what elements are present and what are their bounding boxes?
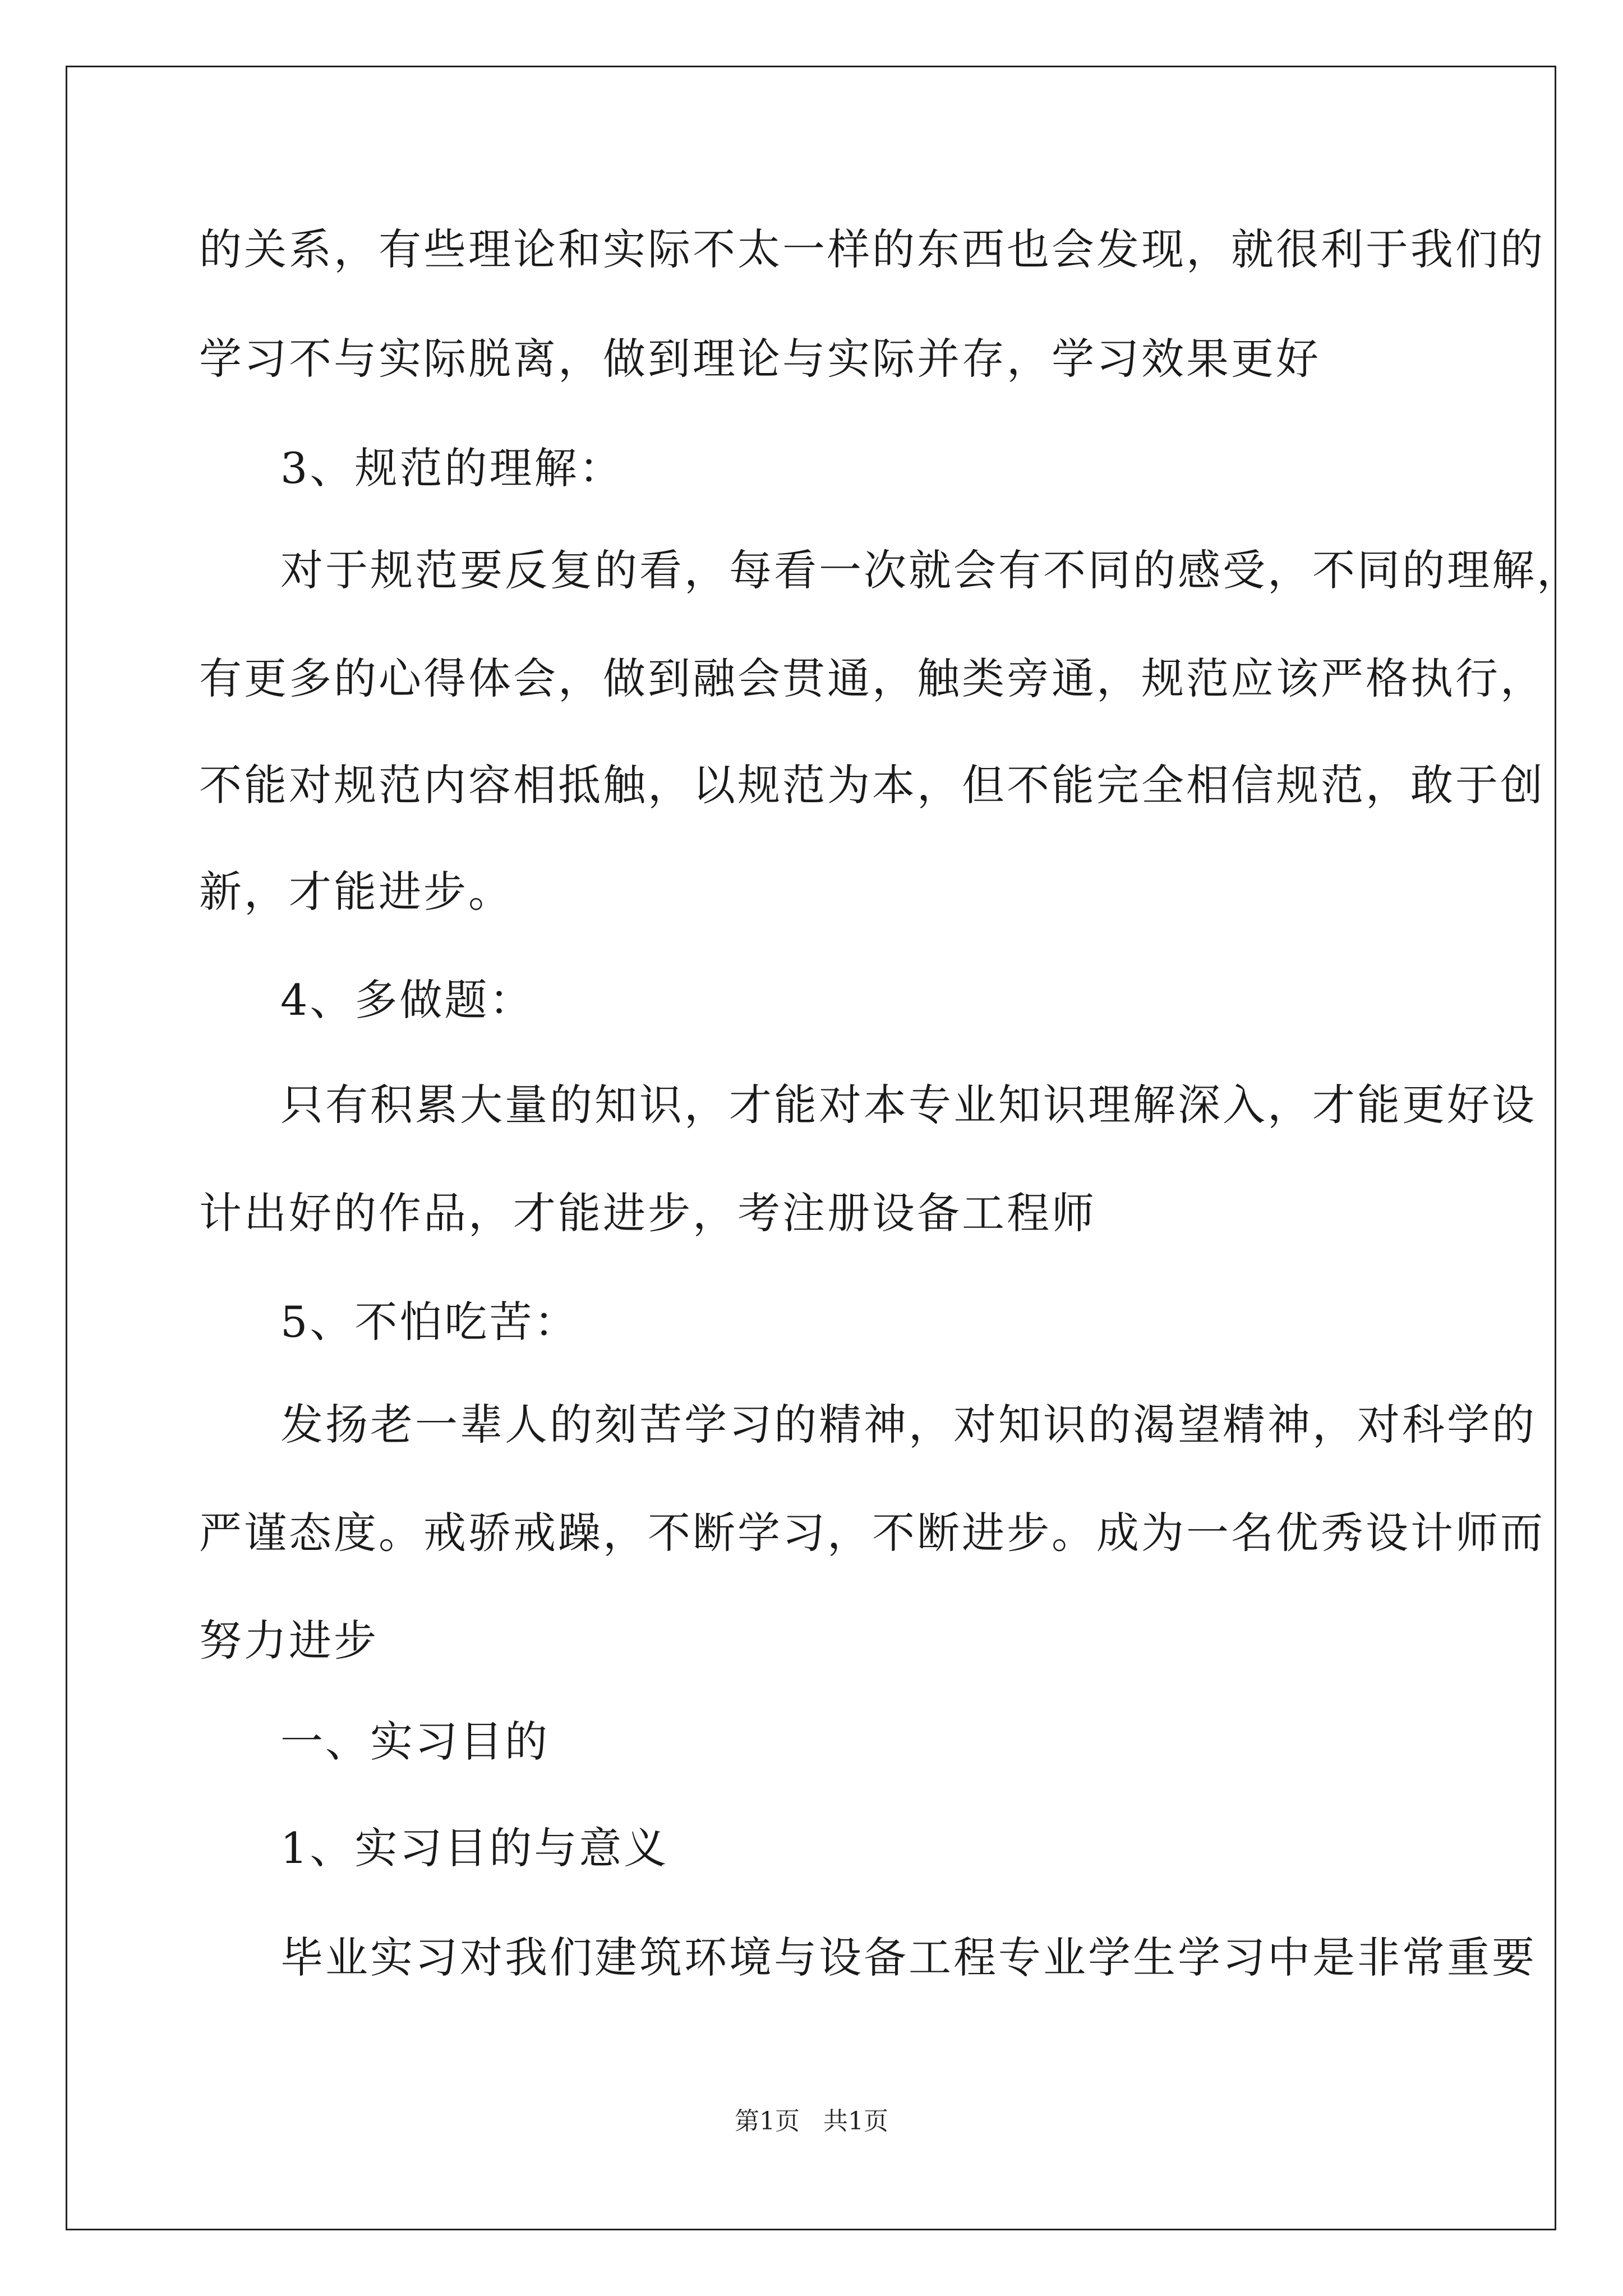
body-text-line: 计出好的作品，才能进步，考注册设备工程师 — [199, 1188, 1096, 1238]
body-text-line: 只有积累大量的知识，才能对本专业知识理解深入，才能更好设 — [280, 1080, 1537, 1130]
body-text-line: 毕业实习对我们建筑环境与设备工程专业学生学习中是非常重要 — [280, 1932, 1537, 1982]
section-heading: 4、多做题： — [280, 975, 534, 1025]
section-heading: 3、规范的理解： — [280, 443, 624, 493]
body-text-line: 不能对规范内容相抵触，以规范为本，但不能完全相信规范，敢于创 — [199, 760, 1545, 810]
page-border — [66, 66, 1556, 2230]
body-text-line: 学习不与实际脱离，做到理论与实际并存，学习效果更好 — [199, 334, 1321, 384]
section-heading: 一、实习目的 — [280, 1717, 550, 1766]
body-text-line: 的关系，有些理论和实际不太一样的东西也会发现，就很利于我们的 — [199, 224, 1545, 274]
page-footer: 第1页 共1页 — [735, 2107, 888, 2136]
body-text-line: 严谨态度。戒骄戒躁，不断学习，不断进步。成为一名优秀设计师而 — [199, 1508, 1545, 1558]
body-text-line: 有更多的心得体会，做到融会贯通，触类旁通，规范应该严格执行， — [199, 654, 1545, 703]
section-heading: 1、实习目的与意义 — [280, 1823, 669, 1873]
section-heading: 5、不怕吃苦： — [280, 1297, 579, 1347]
body-text-line: 努力进步 — [199, 1616, 379, 1665]
body-text-line: 发扬老一辈人的刻苦学习的精神，对知识的渴望精神，对科学的 — [280, 1400, 1537, 1450]
body-text-line: 对于规范要反复的看，每看一次就会有不同的感受，不同的理解， — [280, 545, 1581, 595]
body-text-line: 新，才能进步。 — [199, 867, 513, 917]
